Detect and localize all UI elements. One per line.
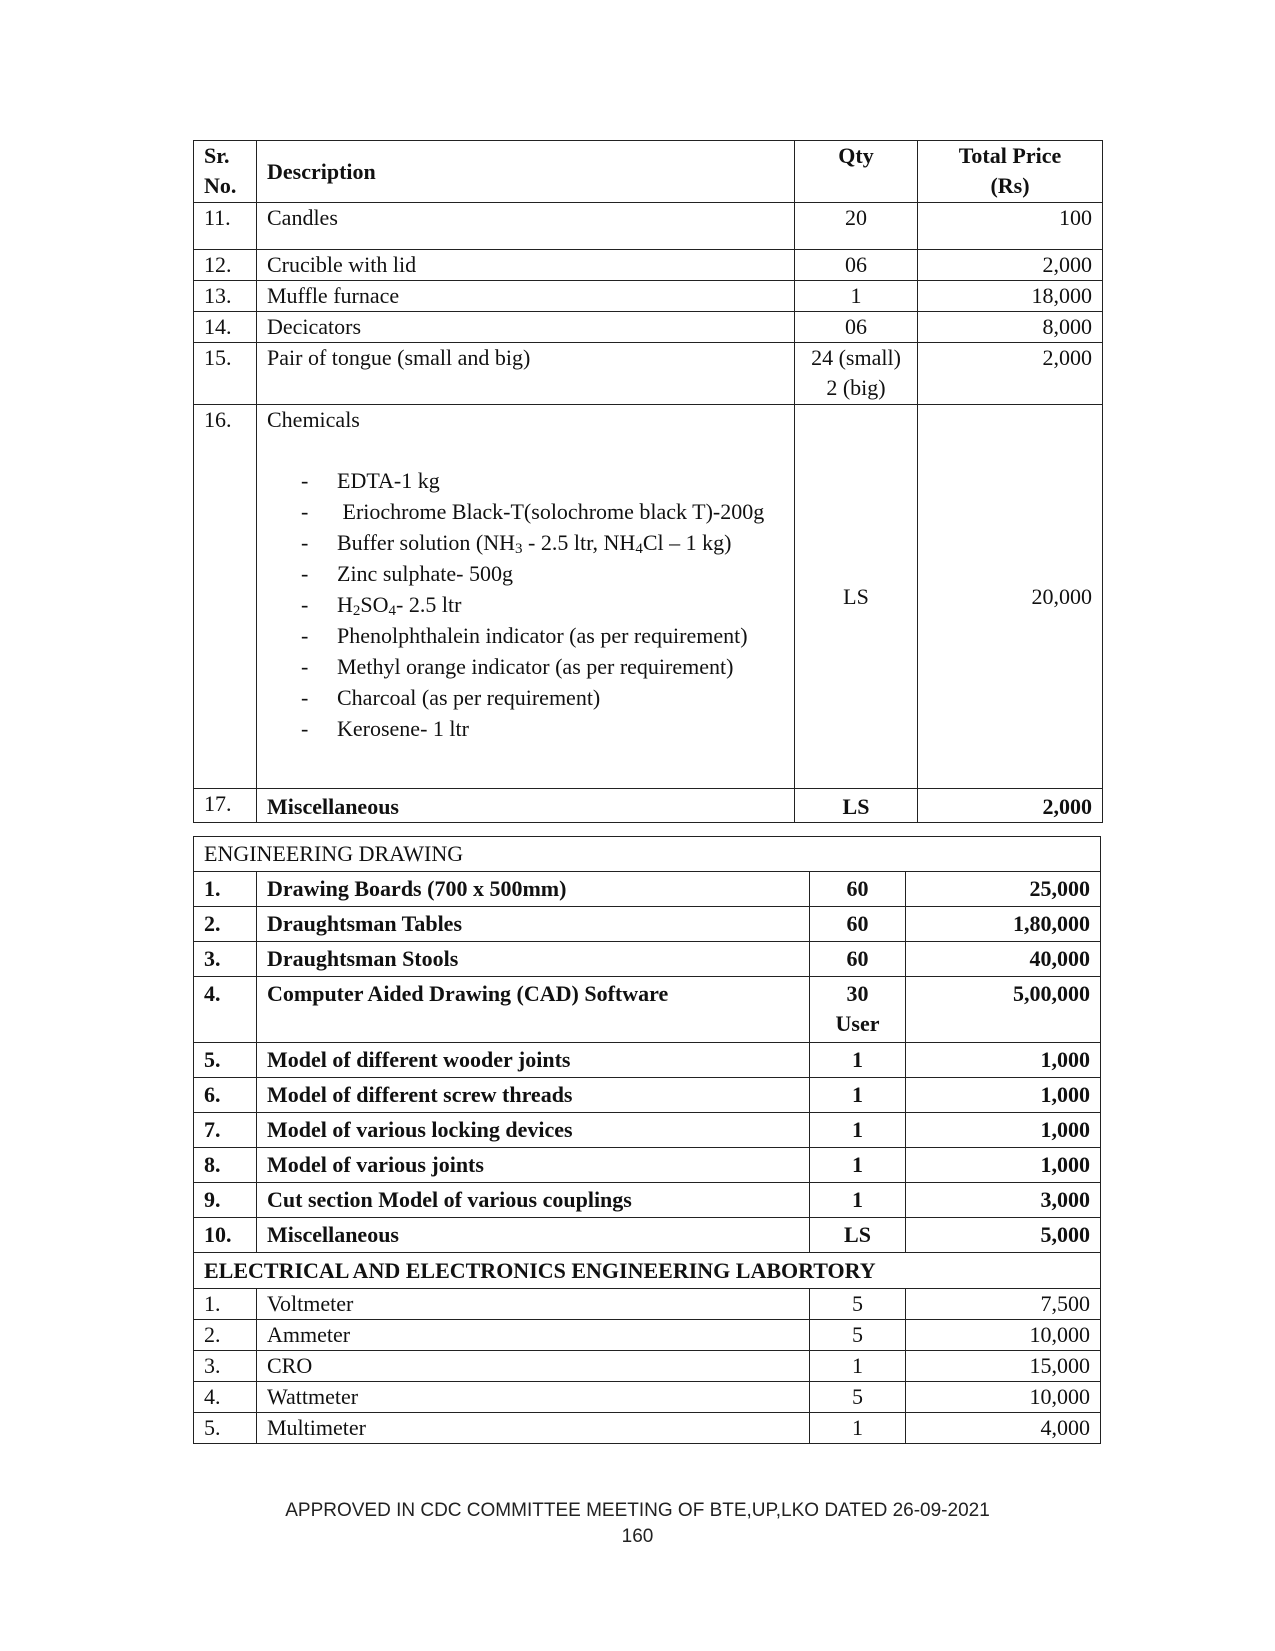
table-row — [194, 1043, 1101, 1078]
row-qty — [795, 343, 918, 405]
row-qty: 60 — [810, 872, 906, 907]
table-row — [194, 1382, 1101, 1413]
table-row — [194, 1320, 1101, 1351]
row-description: Drawing Boards (700 x 500mm) — [257, 872, 810, 907]
row-sr: 1. — [194, 1289, 257, 1320]
chemicals-list — [267, 465, 784, 744]
row-price: 7,500 — [906, 1289, 1101, 1320]
row-sr: 14. — [194, 312, 257, 343]
list-item: - Zinc sulphate- 500g — [301, 558, 784, 589]
row-qty: 60 — [810, 907, 906, 942]
table-row — [194, 1413, 1101, 1444]
row-description: Multimeter — [257, 1413, 810, 1444]
row-qty: LS — [795, 789, 918, 823]
list-item — [301, 527, 784, 558]
row-sr: 16. — [194, 405, 257, 789]
row-qty: 06 — [795, 312, 918, 343]
row-qty: 1 — [810, 1078, 906, 1113]
row-qty: 5 — [810, 1289, 906, 1320]
row-price: 100 — [918, 203, 1103, 250]
table-row — [194, 942, 1101, 977]
row-price: 25,000 — [906, 872, 1101, 907]
row-qty: 1 — [810, 1351, 906, 1382]
row-price: 10,000 — [906, 1382, 1101, 1413]
row-sr: 2. — [194, 1320, 257, 1351]
section-heading-row — [194, 1253, 1101, 1289]
row-sr: 5. — [194, 1413, 257, 1444]
table-row — [194, 789, 1103, 823]
row-sr: 4. — [194, 1382, 257, 1413]
row-description: Computer Aided Drawing (CAD) Software — [257, 977, 810, 1043]
row-description: Cut section Model of various couplings — [257, 1183, 810, 1218]
row-sr: 2. — [194, 907, 257, 942]
table-row — [194, 1289, 1101, 1320]
text-fragment: User — [835, 1011, 880, 1036]
row-sr: 9. — [194, 1183, 257, 1218]
row-description: Candles — [257, 203, 795, 250]
table-header-row — [194, 141, 1103, 203]
section-heading-electrical: ELECTRICAL AND ELECTRONICS ENGINEERING LABORTORY — [194, 1253, 1101, 1289]
row-qty: 1 — [810, 1183, 906, 1218]
row-price: 15,000 — [906, 1351, 1101, 1382]
row-sr: 10. — [194, 1218, 257, 1253]
row-price: 5,00,000 — [906, 977, 1101, 1043]
text-fragment: 24 (small) — [811, 345, 901, 370]
list-item: - EDTA-1 kg — [301, 465, 784, 496]
table-row — [194, 1351, 1101, 1382]
row-price: 1,000 — [906, 1113, 1101, 1148]
text-fragment: 3 — [515, 541, 523, 557]
row-price: 5,000 — [906, 1218, 1101, 1253]
text-fragment: 4 — [388, 603, 397, 619]
row-description: Model of various locking devices — [257, 1113, 810, 1148]
row-description: Model of different screw threads — [257, 1078, 810, 1113]
row-qty: 5 — [810, 1320, 906, 1351]
row-price: 20,000 — [918, 405, 1103, 789]
row-sr: 11. — [194, 203, 257, 250]
table-row — [194, 907, 1101, 942]
row-sr: 13. — [194, 281, 257, 312]
table-row — [194, 1078, 1101, 1113]
row-price: 10,000 — [906, 1320, 1101, 1351]
table-row — [194, 872, 1101, 907]
row-price: 1,000 — [906, 1148, 1101, 1183]
row-sr: 3. — [194, 1351, 257, 1382]
row-sr: 5. — [194, 1043, 257, 1078]
row-sr: 4. — [194, 977, 257, 1043]
text-fragment: Sr. — [204, 143, 230, 168]
row-description: Decicators — [257, 312, 795, 343]
row-price: 40,000 — [906, 942, 1101, 977]
table-row — [194, 977, 1101, 1043]
row-sr: 15. — [194, 343, 257, 405]
row-qty: 1 — [810, 1148, 906, 1183]
table-row — [194, 1113, 1101, 1148]
text-fragment: SO — [360, 592, 389, 617]
row-price: 2,000 — [918, 250, 1103, 281]
row-qty — [810, 977, 906, 1043]
row-sr: 8. — [194, 1148, 257, 1183]
table-row — [194, 343, 1103, 405]
row-description: Wattmeter — [257, 1382, 810, 1413]
table-row — [194, 281, 1103, 312]
header-total-price — [918, 141, 1103, 203]
header-sr-no — [194, 141, 257, 203]
row-description: Miscellaneous — [257, 789, 795, 823]
page-number: 160 — [621, 1526, 654, 1547]
row-description: Voltmeter — [257, 1289, 810, 1320]
row-qty: 1 — [810, 1113, 906, 1148]
lab-equipment-table — [193, 140, 1103, 823]
row-price: 2,000 — [918, 789, 1103, 823]
row-qty: 5 — [810, 1382, 906, 1413]
text-fragment: 30 — [846, 981, 869, 1006]
row-sr: 7. — [194, 1113, 257, 1148]
row-qty: 1 — [810, 1043, 906, 1078]
row-description: Miscellaneous — [257, 1218, 810, 1253]
row-description: CRO — [257, 1351, 810, 1382]
table-row — [194, 1148, 1101, 1183]
row-qty: LS — [810, 1218, 906, 1253]
section-heading-engineering-drawing: ENGINEERING DRAWING — [194, 837, 1101, 872]
header-description: Description — [257, 141, 795, 203]
text-fragment: No. — [204, 173, 237, 198]
list-item — [301, 496, 784, 527]
row-price: 1,80,000 — [906, 907, 1101, 942]
row-description: Pair of tongue (small and big) — [257, 343, 795, 405]
list-item: - Kerosene- 1 ltr — [301, 713, 784, 744]
text-fragment: Total Price — [958, 143, 1062, 168]
text-fragment: 2 (big) — [826, 375, 886, 400]
section-heading-row — [194, 837, 1101, 872]
text-fragment: Eriochrome Black-T(solochrome black T)-200g — [342, 499, 765, 524]
row-sr: 3. — [194, 942, 257, 977]
table-row — [194, 203, 1103, 250]
row-price: 8,000 — [918, 312, 1103, 343]
row-price: 4,000 — [906, 1413, 1101, 1444]
row-description: Draughtsman Tables — [257, 907, 810, 942]
text-fragment: Buffer solution (NH — [337, 530, 516, 555]
table-row — [194, 312, 1103, 343]
text-fragment: Cl – 1 kg) — [642, 530, 732, 555]
table-row — [194, 1183, 1101, 1218]
row-qty: 1 — [795, 281, 918, 312]
row-description: Model of different wooder joints — [257, 1043, 810, 1078]
row-description: Muffle furnace — [257, 281, 795, 312]
text-fragment: 4 — [635, 541, 643, 557]
row-qty: 1 — [810, 1413, 906, 1444]
row-sr: 6. — [194, 1078, 257, 1113]
approval-footer: APPROVED IN CDC COMMITTEE MEETING OF BTE,UP,LKO DATED 26-09-2021 — [285, 1500, 990, 1521]
row-sr: 17. — [194, 789, 257, 823]
list-item: - Charcoal (as per requirement) — [301, 682, 784, 713]
chemicals-title: Chemicals — [267, 407, 360, 432]
row-qty: 20 — [795, 203, 918, 250]
chemicals-row — [194, 405, 1103, 789]
header-qty: Qty — [795, 141, 918, 203]
list-item — [301, 589, 784, 620]
row-qty: 60 — [810, 942, 906, 977]
row-sr: 12. — [194, 250, 257, 281]
text-fragment: (Rs) — [990, 173, 1030, 198]
text-fragment: - 2.5 ltr — [396, 592, 462, 617]
row-price: 2,000 — [918, 343, 1103, 405]
row-price: 1,000 — [906, 1043, 1101, 1078]
table-row — [194, 250, 1103, 281]
text-fragment: - 2.5 ltr, NH — [522, 530, 636, 555]
chemicals-cell — [257, 405, 795, 789]
drawing-electrical-table — [193, 836, 1101, 1444]
list-item: - Methyl orange indicator (as per requirement) — [301, 651, 784, 682]
row-qty: LS — [795, 405, 918, 789]
table-row — [194, 1218, 1101, 1253]
text-fragment: 2 — [352, 603, 361, 619]
row-sr: 1. — [194, 872, 257, 907]
row-description: Draughtsman Stools — [257, 942, 810, 977]
row-qty: 06 — [795, 250, 918, 281]
row-price: 3,000 — [906, 1183, 1101, 1218]
row-description: Crucible with lid — [257, 250, 795, 281]
row-description: Ammeter — [257, 1320, 810, 1351]
row-description: Model of various joints — [257, 1148, 810, 1183]
row-price: 18,000 — [918, 281, 1103, 312]
list-item: - Phenolphthalein indicator (as per requirement) — [301, 620, 784, 651]
text-fragment: H — [337, 592, 353, 617]
row-price: 1,000 — [906, 1078, 1101, 1113]
